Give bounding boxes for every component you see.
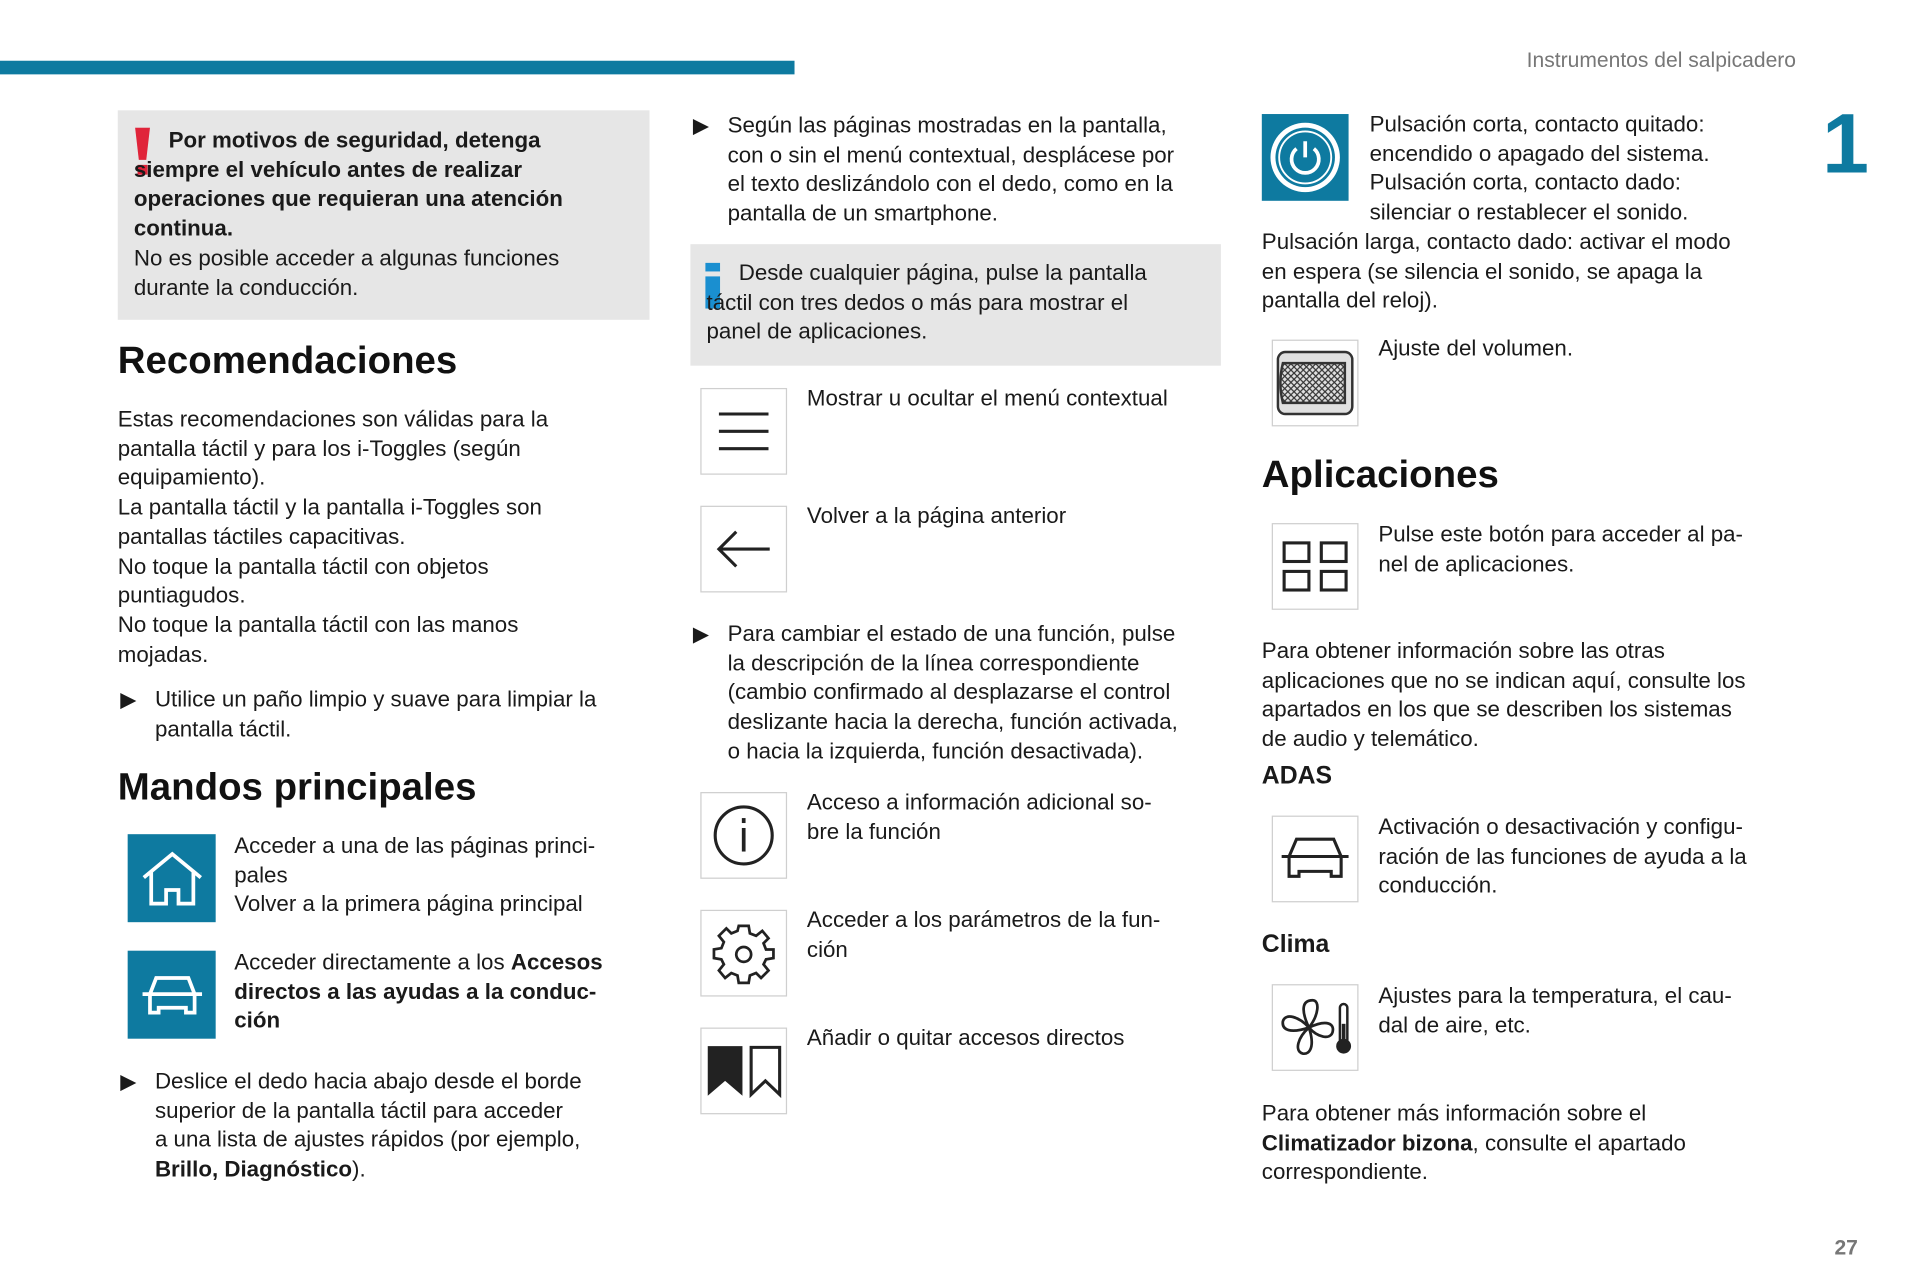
info-fn-description: Acceso a información adicional so- bre la función — [806, 789, 1152, 844]
warning-text: No es posible acceder a algunas funciones durante la conducción. — [133, 245, 560, 300]
apps-paragraph: Para obtener información sobre las otras aplicaciones que no se indican aquí, consulte los apartados en los que se describen los sistemas de audio y telemático. — [1261, 638, 1746, 752]
mandos-bullet: Deslice el dedo hacia abajo desde el borde superior de la pantalla táctil para acceder a una lista de ajustes rápidos (por ejemplo, Brillo, Diagnóstico). — [154, 1068, 582, 1182]
chapter-number: 1 — [1822, 96, 1869, 191]
shortcuts-description: Añadir o quitar accesos directos — [806, 1025, 1125, 1050]
header-accent-bar — [0, 61, 795, 75]
volume-description: Ajuste del volumen. — [1378, 335, 1574, 361]
info-box — [690, 244, 1221, 365]
bullet-triangle-icon: ▶ — [692, 114, 710, 138]
bookmark-icon — [700, 1028, 787, 1115]
back-description: Volver a la página anterior — [806, 503, 1067, 529]
info-text: Desde cualquier página, pulse la pantalla táctil con tres dedos o más para mostrar el panel de aplicaciones. — [706, 260, 1147, 344]
info-circle-icon — [700, 792, 787, 879]
car-outline-icon — [1272, 816, 1359, 903]
clima-description: Ajustes para la temperatura, el cau- dal de aire, etc. — [1378, 982, 1732, 1038]
page-number: 27 — [1834, 1235, 1858, 1260]
clima-paragraph: Para obtener más información sobre el Climatizador bizona, consulte el apartado correspondiente. — [1261, 1100, 1686, 1185]
heading-clima: Clima — [1261, 930, 1330, 959]
menu-description: Mostrar u ocultar el menú contextual — [806, 385, 1168, 411]
recomendaciones-paragraph: Estas recomendaciones son válidas para la pantalla táctil y para los i-Toggles (según equipamiento). La pantalla táctil y la pantalla i-Toggles son pantallas táctiles capacitivas. No toque la pantalla táctil con objetos puntiagudos. No toque la pantalla táctil con las manos mojadas. — [117, 406, 549, 667]
grid-icon — [1272, 523, 1359, 610]
power-icon — [1262, 114, 1349, 201]
recomendaciones-bullet: Utilice un paño limpio y suave para limpiar la pantalla táctil. — [154, 686, 597, 741]
arrow-left-icon — [700, 506, 787, 593]
apps-description: Pulse este botón para acceder al pa- nel de aplicaciones. — [1378, 521, 1743, 576]
heading-recomendaciones: Recomendaciones — [117, 338, 458, 382]
volume-knob-icon — [1272, 340, 1359, 427]
power-description: Pulsación corta, contacto quitado: encendido o apagado del sistema. Pulsación corta, contacto dado: silenciar o restablecer el sonido. — [1369, 111, 1710, 225]
section-title: Instrumentos del salpicadero — [1526, 48, 1797, 72]
bullet-triangle-icon: ▶ — [120, 1069, 137, 1094]
menu-icon — [700, 388, 787, 475]
heading-mandos-principales: Mandos principales — [117, 764, 477, 809]
settings-description: Acceder a los parámetros de la fun- ción — [806, 907, 1161, 962]
fan-thermometer-icon — [1272, 984, 1359, 1071]
home-description: Acceder a una de las páginas princi- pales Volver a la primera página principal — [234, 832, 596, 917]
home-icon — [128, 834, 216, 922]
car-icon — [128, 951, 216, 1039]
toggle-bullet: Para cambiar el estado de una función, pulse la descripción de la línea correspondiente (cambio confirmado al desplazarse el control deslizante hacia la derecha, función activada, o hacia la izquierda, función desactivada). — [727, 620, 1178, 764]
power-long-press: Pulsación larga, contacto dado: activar el modo en espera (se silencia el sonido, se apaga la pantalla del reloj). — [1261, 229, 1731, 313]
warning-box — [118, 110, 650, 319]
bullet-triangle-icon: ▶ — [120, 687, 137, 712]
car-description: Acceder directamente a los Accesos directos a las ayudas a la conduc- ción — [234, 949, 603, 1034]
heading-aplicaciones: Aplicaciones — [1261, 452, 1499, 496]
heading-adas: ADAS — [1261, 762, 1333, 790]
scroll-bullet: Según las páginas mostradas en la pantalla, con o sin el menú contextual, desplácese por el texto deslizándolo con el dedo, como en la pantalla de un smartphone. — [727, 112, 1175, 226]
gear-icon — [700, 910, 787, 997]
bullet-triangle-icon: ▶ — [692, 622, 710, 646]
warning-bold-text: Por motivos de seguridad, detenga siempre el vehículo antes de realizar operaciones que requieran una atención continua. — [133, 127, 563, 241]
adas-description: Activación o desactivación y configu- ración de las funciones de ayuda a la conducción. — [1378, 814, 1747, 898]
